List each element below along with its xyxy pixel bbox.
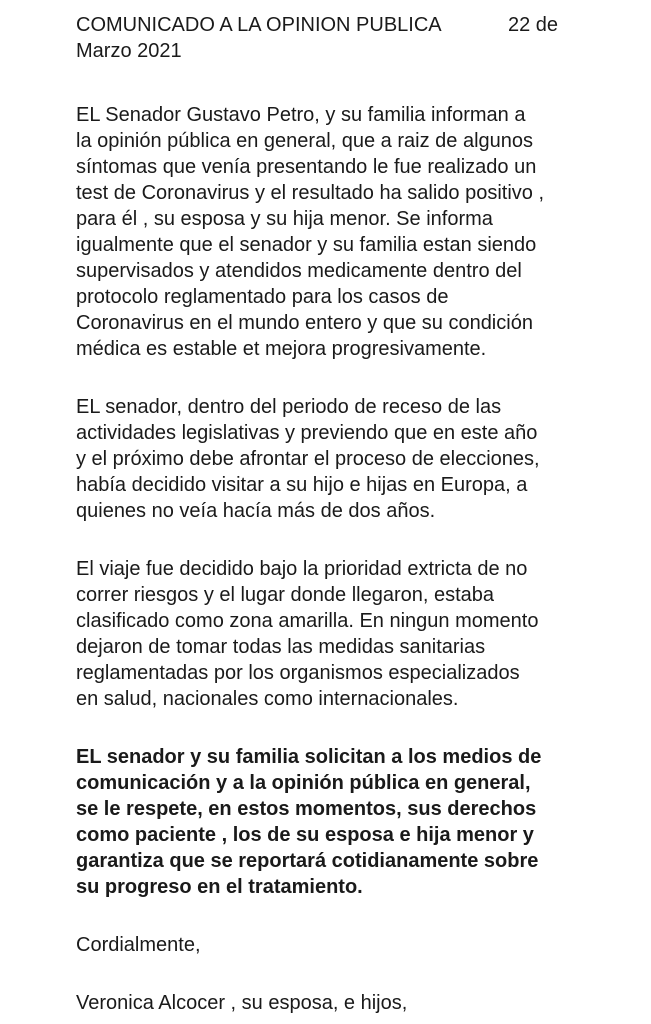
signature-text: Veronica Alcocer , su esposa, e hijos, [76, 992, 408, 1014]
document-title: COMUNICADO A LA OPINION PUBLICA [76, 14, 442, 36]
paragraph-line: clasificado como zona amarilla. En ningun momento [76, 610, 539, 632]
closing-text: Cordialmente, [76, 934, 201, 956]
paragraph-line: y el próximo debe afrontar el proceso de elecciones, [76, 448, 540, 470]
paragraph-line: El viaje fue decidido bajo la prioridad extricta de no [76, 558, 528, 580]
paragraph-travel-context [76, 394, 611, 524]
paragraph-line: EL senador y su familia solicitan a los medios de [76, 746, 542, 768]
document-date-month-year: Marzo 2021 [76, 40, 182, 62]
paragraph-line: para él , su esposa y su hija menor. Se informa [76, 208, 493, 230]
paragraph-line: quienes no veía hacía más de dos años. [76, 500, 436, 522]
signature-block [76, 990, 611, 1016]
paragraph-line: médica es estable et mejora progresivamente. [76, 338, 487, 360]
closing-salutation [76, 932, 611, 958]
paragraph-privacy-request [76, 744, 611, 900]
paragraph-line: actividades legislativas y previendo que en este año [76, 422, 538, 444]
paragraph-line: en salud, nacionales como internacionales. [76, 688, 459, 710]
paragraph-line: test de Coronavirus y el resultado ha salido positivo , [76, 182, 545, 204]
paragraph-line: dejaron de tomar todas las medidas sanitarias [76, 636, 486, 658]
paragraph-line: garantiza que se reportará cotidianamente sobre [76, 850, 539, 872]
paragraph-line: correr riesgos y el lugar donde llegaron, estaba [76, 584, 495, 606]
document-date-day: 22 de [508, 14, 559, 36]
paragraph-line: había decidido visitar a su hijo e hijas en Europa, a [76, 474, 528, 496]
paragraph-line: reglamentadas por los organismos especializados [76, 662, 520, 684]
paragraph-travel-safety [76, 556, 611, 712]
paragraph-line: supervisados y atendidos medicamente dentro del [76, 260, 522, 282]
paragraph-line: se le respete, en estos momentos, sus derechos [76, 798, 537, 820]
paragraph-line: como paciente , los de su esposa e hija menor y [76, 824, 534, 846]
paragraph-line: la opinión pública en general, que a raiz de algunos [76, 130, 534, 152]
paragraph-line: su progreso en el tratamiento. [76, 876, 363, 898]
paragraph-line: Coronavirus en el mundo entero y que su condición [76, 312, 533, 334]
paragraph-line: igualmente que el senador y su familia estan siendo [76, 234, 537, 256]
paragraph-line: EL senador, dentro del periodo de receso de las [76, 396, 502, 418]
paragraph-announcement [76, 102, 611, 362]
paragraph-line: EL Senador Gustavo Petro, y su familia informan a [76, 104, 526, 126]
header-row [76, 12, 611, 38]
paragraph-line: síntomas que venía presentando le fue realizado un [76, 156, 537, 178]
paragraph-line: comunicación y a la opinión pública en general, [76, 772, 531, 794]
paragraph-line: protocolo reglamentado para los casos de [76, 286, 449, 308]
